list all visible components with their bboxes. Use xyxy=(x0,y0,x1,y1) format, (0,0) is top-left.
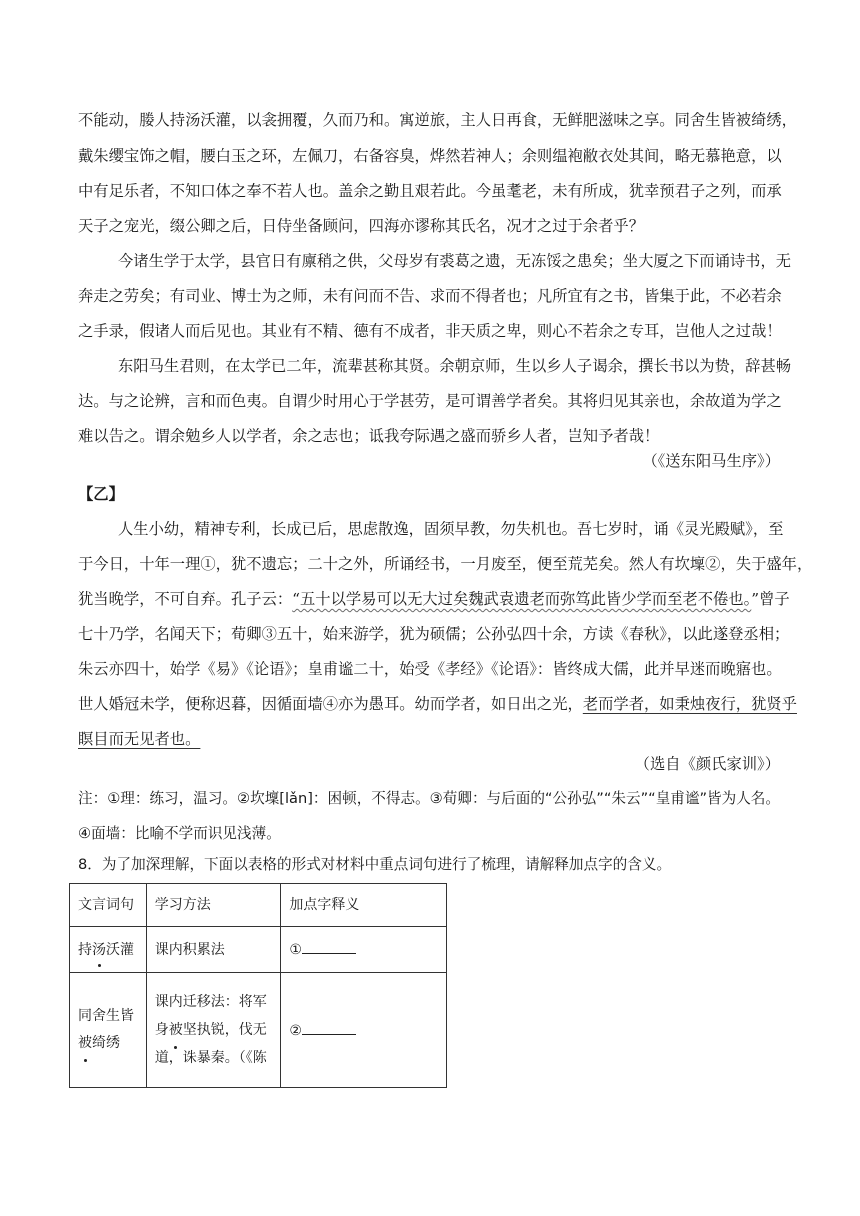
yi-line-3 xyxy=(78,589,790,609)
notes-line-2: ④面墙：比喻不学而识见浅薄。 xyxy=(78,825,281,842)
jia-p1-line-4: 天子之宠光，缀公卿之后，日侍坐备顾问，四海亦谬称其氏名，况才之过于余者乎？ xyxy=(78,217,644,235)
vocab-table xyxy=(69,883,447,1088)
row2-answer: ② xyxy=(281,973,447,1088)
row2-phrase: 同舍生皆 被绮绣 xyxy=(70,973,147,1088)
row2-method: 课内迁移法：将军 身被坚执锐，伐无 道，诛暴秦。（《陈 xyxy=(146,973,281,1088)
row1-phrase: 持汤沃灌 xyxy=(70,927,147,973)
yi-line-6 xyxy=(78,694,797,714)
jia-source: （《送东阳马生序》） xyxy=(642,452,780,470)
table-row-1 xyxy=(70,927,447,973)
jia-p2-line-2: 奔走之劳矣；有司业、博士为之师，未有问而不告、求而不得者也；凡所宜有之书，皆集于此，不必若余 xyxy=(78,287,782,305)
emphasis-dot-char: 被 xyxy=(78,1030,92,1057)
yi-line-2: 于今日，十年一理①，犹不遗忘；二十之外，所诵经书，一月废至，便至荒芜矣。然人有坎壈②，失于盛年， xyxy=(78,555,813,573)
underlined-sentence-part-1: 老而学者，如秉烛夜行，犹贤乎 xyxy=(582,695,797,713)
emphasis-dot-char: 汤 xyxy=(92,938,106,962)
jia-p2-line-1: 今诸生学于太学，县官日有廪稍之供，父母岁有裘葛之遗，无冻馁之患矣；坐大厦之下而诵诗书，无 xyxy=(118,252,792,270)
jia-p3-line-3: 难以告之。谓余勉乡人以学者，余之志也；诋我夸际遇之盛而骄乡人者，岂知予者哉！ xyxy=(78,427,660,445)
jia-p1-line-3: 中有足乐者，不知口体之奉不若人也。盖余之勤且艰若此。今虽耄老，未有所成，犹幸预君子之列，而承 xyxy=(78,182,782,200)
confucius-quote-wavy: “五十以学易可以无大过矣魏武袁遗老而弥笃此皆少学而至老不倦也。 xyxy=(292,590,752,608)
yi-label: 【乙】 xyxy=(78,485,124,503)
jia-p3-line-2: 达。与之论辨，言和而色夷。自谓少时用心于学甚劳，是可谓善学者矣。其将归见其亲也，余故道为学之 xyxy=(78,392,782,410)
table-header-row xyxy=(70,884,447,927)
yi-line-6-start: 世人婚冠未学，便称迟暮，因循面墙④亦为愚耳。幼而学者，如日出之光， xyxy=(78,695,583,713)
underlined-sentence-part-2: 瞑目而无见者也。 xyxy=(78,730,201,748)
header-phrase: 文言词句 xyxy=(70,884,147,927)
header-method: 学习方法 xyxy=(146,884,281,927)
answer-blank-1[interactable] xyxy=(302,937,356,954)
header-meaning: 加点字释义 xyxy=(281,884,447,927)
row1-method: 课内积累法 xyxy=(146,927,281,973)
notes-line-1: 注：①理：练习，温习。②坎壈[lǎn]：困顿，不得志。③荀卿：与后面的“公孙弘”“朱云”“皇甫谧”皆为人名。 xyxy=(78,790,781,807)
yi-line-1: 人生小幼，精神专利，长成已后，思虑散逸，固须早教，勿失机也。吾七岁时，诵《灵光殿赋》，至 xyxy=(118,520,784,538)
jia-p1-line-2: 戴朱缨宝饰之帽，腰白玉之环，左佩刀，右备容臭，烨然若神人；余则缊袍敝衣处其间，略无慕艳意，以 xyxy=(78,147,782,165)
emphasis-dot-char: 被 xyxy=(169,1016,183,1044)
yi-line-4: 七十乃学，名闻天下；荀卿③五十，始来游学，犹为硕儒；公孙弘四十余，方读《春秋》，以此遂登丞相； xyxy=(78,625,790,643)
answer-blank-2[interactable] xyxy=(302,1018,356,1035)
question-8-text: 8．为了加深理解，下面以表格的形式对材料中重点词句进行了梳理，请解释加点字的含义。 xyxy=(78,856,672,873)
row1-answer: ① xyxy=(281,927,447,973)
yi-line-7 xyxy=(78,729,780,749)
yi-line-3-start: 犹当晚学，不可自弃。孔子云： xyxy=(78,590,293,608)
yi-source: （选自《颜氏家训》） xyxy=(634,755,780,773)
jia-p2-line-3: 之手录，假诸人而后见也。其业有不精、德有不成者，非天质之卑，则心不若余之专耳，岂他人之过哉！ xyxy=(78,322,782,340)
yi-line-5: 朱云亦四十，始学《易》《论语》；皇甫谧二十，始受《孝经》《论语》：皆终成大儒，此并早迷而晚寤也。 xyxy=(78,660,782,678)
table-row-2 xyxy=(70,973,447,1088)
jia-p1-line-1: 不能动，媵人持汤沃灌，以衾拥覆，久而乃和。寓逆旅，主人日再食，无鲜肥滋味之享。同舍生皆被绮绣， xyxy=(78,111,797,129)
yi-line-3-end: ”曾子 xyxy=(751,590,790,608)
jia-p3-line-1: 东阳马生君则，在太学已二年，流辈甚称其贤。余朝京师，生以乡人子谒余，撰长书以为贽，辞甚畅 xyxy=(118,357,792,375)
